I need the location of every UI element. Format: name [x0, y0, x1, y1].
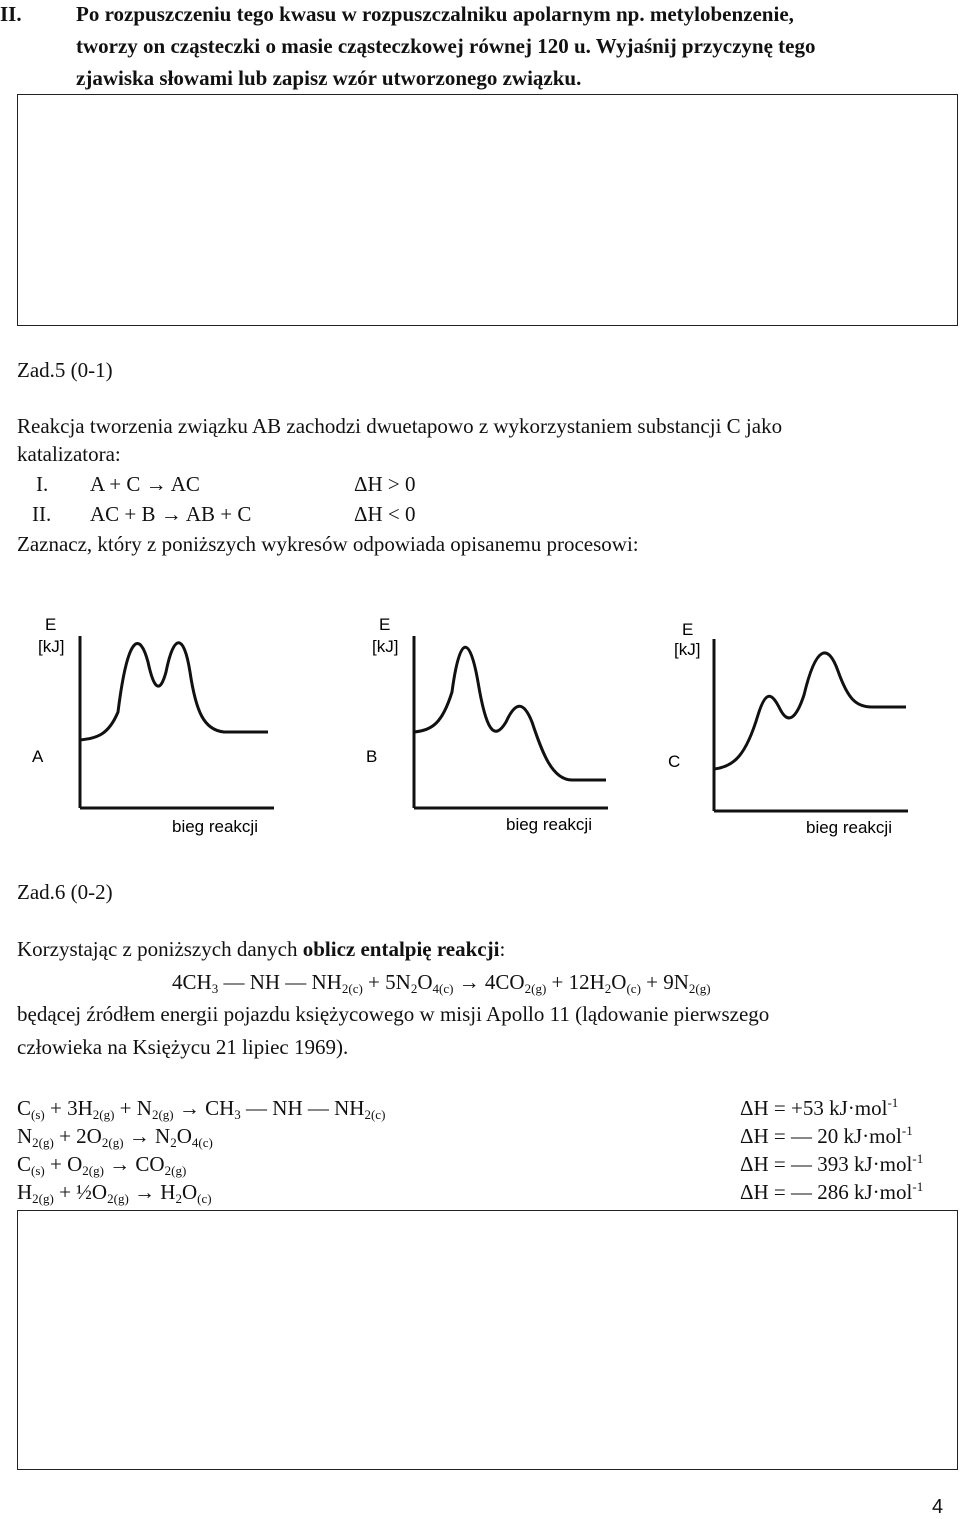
energy-graph-a[interactable]: [28, 612, 278, 840]
graph-c-y-label-2: [kJ]: [674, 640, 701, 659]
zad6-intro-bold: oblicz entalpię reakcji: [302, 937, 500, 961]
question-line-2: tworzy on cząsteczki o masie cząsteczkowej równej 120 u. Wyjaśnij przyczynę tego: [76, 34, 816, 58]
zad5-title: Zad.5 (0-1): [17, 358, 113, 382]
graph-c-letter: C: [668, 752, 681, 771]
zad6-title: Zad.6 (0-2): [17, 880, 113, 904]
question-line-1: Po rozpuszczeniu tego kwasu w rozpuszczalniku apolarnym np. metylobenzenie,: [76, 2, 794, 26]
step1-enthalpy: ΔH > 0: [354, 472, 416, 496]
zad5-intro-line1: Reakcja tworzenia związku AB zachodzi dwuetapowo z wykorzystaniem substancji C jako: [17, 414, 783, 438]
zad6-desc-line1: będącej źródłem energii pojazdu księżycowego w misji Apollo 11 (lądowanie pierwszego: [17, 1002, 770, 1026]
data-reaction-3-equation: $C_{(s)} + O_{2(g)} \to CO_{2(g)}$: [17, 1152, 187, 1178]
main-reaction-equation: $4CH_3$ — NH — $NH_{2(c)} + 5N_2O_{4(c)} \to 4CO_{2(g)} + 12H_2O_{(c)} + 9N_{2(g)}$: [172, 970, 711, 996]
data-reaction-1-equation: $C_{(s)} + 3H_{2(g)} + N_{2(g)} \to CH_3$ — NH — $NH_{2(c)}$: [17, 1096, 386, 1122]
data-reaction-2-equation: $N_{2(g)} + 2O_{2(g)} \to N_2O_{4(c)}$: [17, 1124, 213, 1150]
graph-a-letter: A: [32, 747, 44, 766]
step2-enthalpy: ΔH < 0: [354, 502, 416, 526]
graph-a-curve: [80, 643, 268, 740]
graph-b-x-label: bieg reakcji: [506, 815, 592, 834]
question-number: II.: [0, 2, 22, 26]
zad6-intro-start: Korzystając z poniższych danych: [17, 937, 303, 961]
energy-graph-c[interactable]: [662, 615, 912, 843]
graph-a-y-label-1: E: [45, 615, 57, 634]
zad6-intro-end: :: [499, 937, 506, 961]
zad6-intro: [17, 935, 505, 963]
graph-b-y-label-1: E: [379, 615, 391, 634]
graph-c-curve: [714, 653, 906, 769]
step2-label: II.: [32, 502, 52, 526]
energy-graph-b[interactable]: [362, 612, 612, 840]
page-number: 4: [932, 1496, 944, 1518]
graph-b-curve: [414, 647, 606, 780]
data-reaction-3-enthalpy: ΔH = — 393 kJ·mol$^{-1}$: [740, 1151, 924, 1176]
zad5-instruction: Zaznacz, który z poniższych wykresów odpowiada opisanemu procesowi:: [17, 532, 639, 556]
graph-c-x-label: bieg reakcji: [806, 818, 892, 837]
graph-b-y-label-2: [kJ]: [372, 637, 399, 656]
zad5-intro-line2: katalizatora:: [17, 442, 121, 466]
step2-equation: AC + B → AB + C: [90, 502, 252, 526]
step1-equation: A + C → AC: [90, 472, 200, 496]
data-reaction-2-enthalpy: ΔH = — 20 kJ·mol$^{-1}$: [740, 1123, 913, 1148]
graph-a-y-label-2: [kJ]: [38, 637, 65, 656]
graph-b-letter: B: [366, 747, 378, 766]
data-reaction-4-equation: $H_{2(g)}$ + $\frac{1}{2}O_{2(g)} \to H_2O_{(c)}$: [17, 1180, 212, 1206]
question-line-3: zjawiska słowami lub zapisz wzór utworzonego związku.: [76, 66, 582, 90]
step1-label: I.: [36, 472, 49, 496]
answer-box-1[interactable]: [17, 94, 958, 326]
data-reaction-4-enthalpy: ΔH = — 286 kJ·mol$^{-1}$: [740, 1179, 924, 1204]
graph-a-x-label: bieg reakcji: [172, 817, 258, 836]
zad6-desc-line2: człowieka na Księżycu 21 lipiec 1969).: [17, 1035, 349, 1059]
data-reaction-1-enthalpy: ΔH = +53 kJ·mol$^{-1}$: [740, 1095, 899, 1120]
graph-c-y-label-1: E: [682, 620, 694, 639]
answer-box-2[interactable]: [17, 1210, 958, 1470]
